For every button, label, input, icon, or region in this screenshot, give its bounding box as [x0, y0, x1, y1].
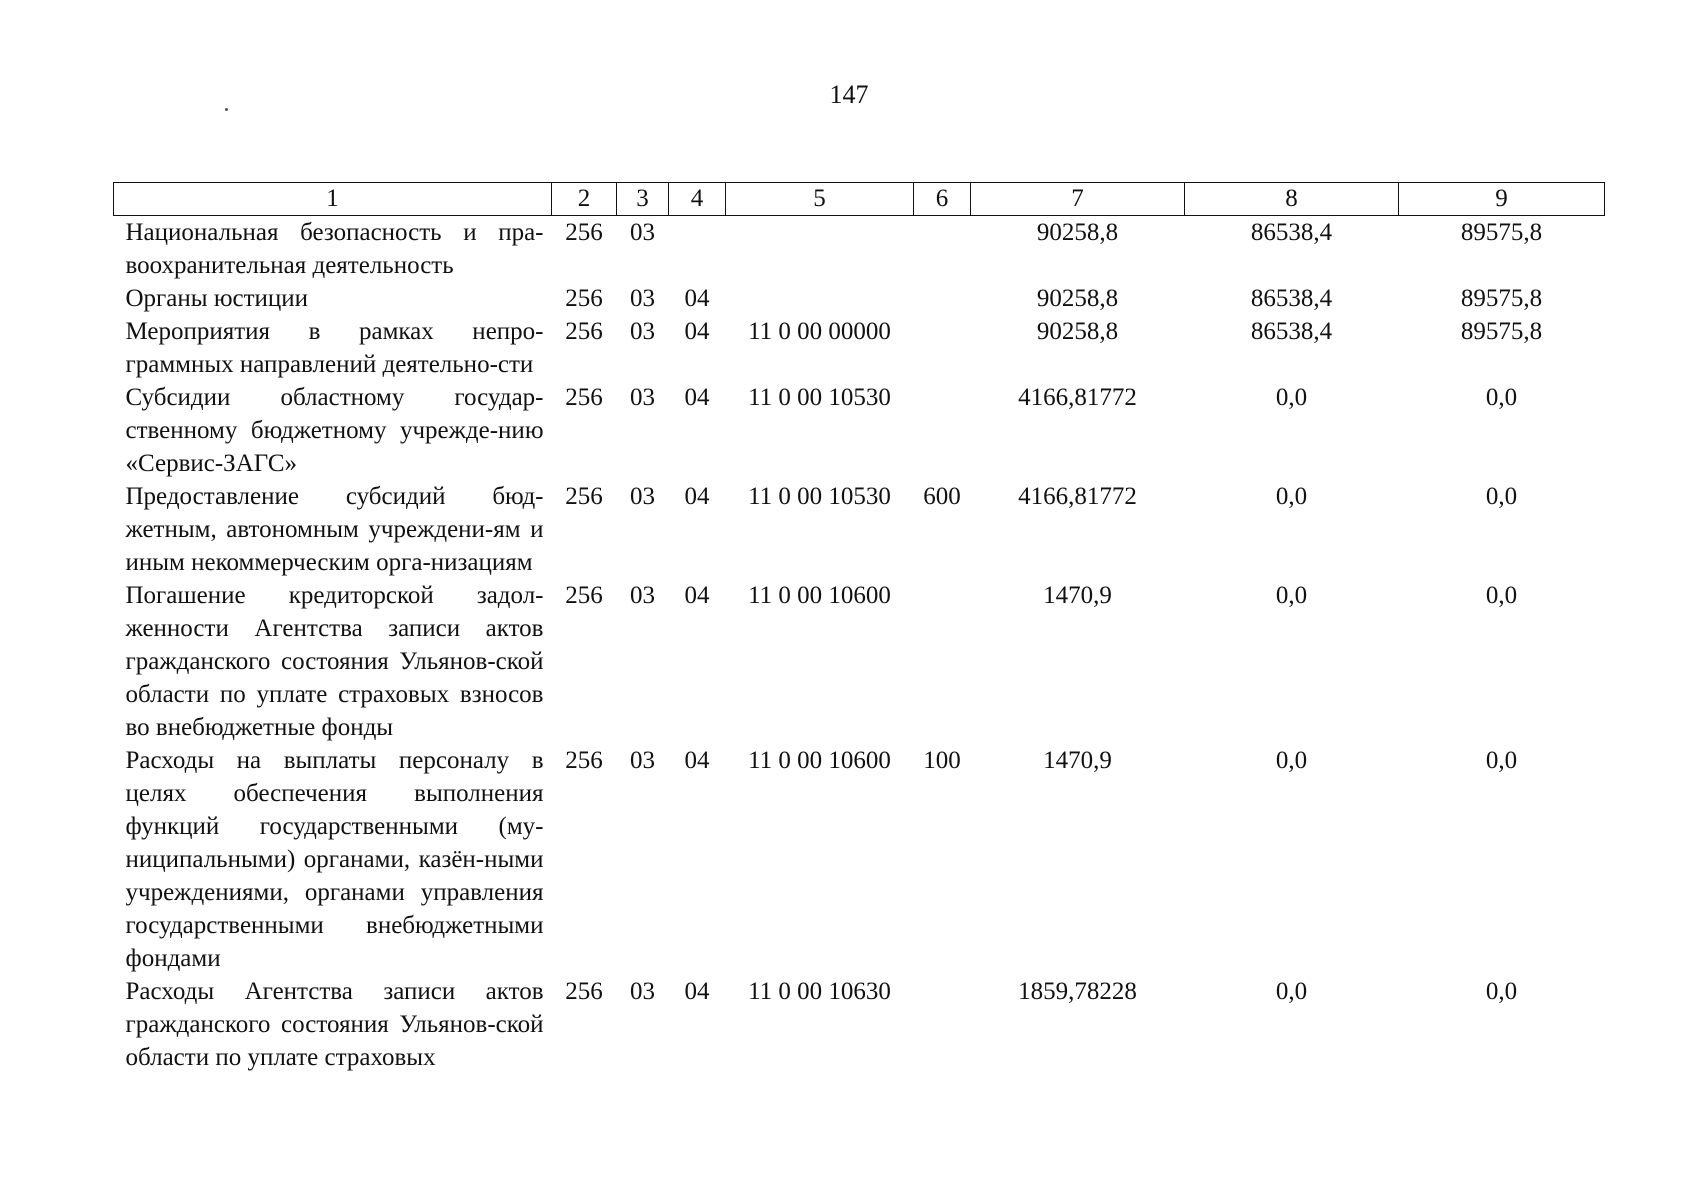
- row-description: Расходы Агентства записи актов гражданского состояния Ульянов-ской области по уплате страховых: [125, 978, 544, 1071]
- cell-col-8: 0,0: [1275, 483, 1308, 510]
- table-row: [114, 381, 1605, 480]
- column-header: 4: [669, 183, 726, 216]
- table-header-row: [114, 183, 1605, 216]
- cell-col-9: 0,0: [1485, 582, 1518, 609]
- column-header: 1: [114, 183, 552, 216]
- cell-col-7: 90258,8: [1036, 285, 1119, 312]
- cell-col-4: [669, 216, 726, 283]
- cell-col-7: 90258,8: [1036, 219, 1119, 246]
- cell-col-4: 04: [684, 384, 710, 411]
- column-header: 9: [1399, 183, 1605, 216]
- row-description: Предоставление субсидий бюд-жетным, автономным учреждени-ям и иным некоммерческим орга-низациям: [125, 483, 544, 576]
- cell-col-5: [726, 216, 914, 283]
- cell-col-2: 256: [565, 219, 603, 246]
- cell-col-6: [914, 975, 971, 1074]
- cell-col-6: 600: [923, 483, 961, 510]
- cell-col-9: 0,0: [1485, 384, 1518, 411]
- cell-col-9: 89575,8: [1460, 219, 1543, 246]
- cell-col-2: 256: [565, 978, 603, 1005]
- cell-col-8: 0,0: [1275, 582, 1308, 609]
- cell-col-3: 03: [630, 483, 655, 510]
- row-description: Субсидии областному государ-ственному бюджетному учрежде-нию «Сервис-ЗАГС»: [125, 384, 544, 477]
- table-row: [114, 744, 1605, 975]
- cell-col-8: 0,0: [1275, 747, 1308, 774]
- cell-col-4: 04: [684, 747, 710, 774]
- cell-col-6: 100: [923, 747, 961, 774]
- scan-speck: [225, 108, 228, 111]
- cell-col-4: 04: [684, 978, 710, 1005]
- cell-col-9: 0,0: [1485, 747, 1518, 774]
- table-row: [114, 282, 1605, 315]
- column-header: 5: [726, 183, 914, 216]
- cell-col-7: 4166,81772: [1018, 483, 1137, 510]
- column-header: 6: [914, 183, 971, 216]
- page-number: 147: [829, 80, 869, 109]
- cell-col-4: 04: [684, 285, 710, 312]
- row-description: Погашение кредиторской задол-женности Агентства записи актов гражданского состояния Ульянов-ской области по уплате страховых взносов во внебюджетные фонды: [125, 582, 544, 741]
- cell-col-7: 4166,81772: [1018, 384, 1137, 411]
- cell-col-7: 1470,9: [1043, 582, 1112, 609]
- table-row: [114, 216, 1605, 283]
- cell-col-2: 256: [565, 582, 603, 609]
- cell-col-3: 03: [630, 318, 655, 345]
- table-row: [114, 579, 1605, 744]
- cell-col-6: [914, 216, 971, 283]
- cell-col-6: [914, 579, 971, 744]
- cell-col-2: 256: [565, 384, 603, 411]
- row-description: Органы юстиции: [125, 285, 309, 312]
- cell-col-6: [914, 381, 971, 480]
- cell-col-2: 256: [565, 285, 603, 312]
- cell-col-3: 03: [630, 747, 655, 774]
- cell-col-6: [914, 282, 971, 315]
- cell-col-7: 90258,8: [1036, 318, 1119, 345]
- table-body: [114, 216, 1605, 1075]
- cell-col-3: 03: [630, 384, 655, 411]
- column-header: 2: [552, 183, 617, 216]
- cell-col-7: 1859,78228: [1018, 978, 1137, 1005]
- cell-col-5: 11 0 00 10530: [748, 384, 891, 411]
- cell-col-8: 0,0: [1275, 384, 1308, 411]
- cell-col-3: 03: [630, 285, 655, 312]
- cell-col-8: 0,0: [1275, 978, 1308, 1005]
- cell-col-5: 11 0 00 00000: [748, 318, 891, 345]
- cell-col-2: 256: [565, 483, 603, 510]
- table-row: [114, 315, 1605, 381]
- row-description: Расходы на выплаты персоналу в целях обеспечения выполнения функций государственными (му-ниципальными) органами, казён-ными учреждениями, органами управления государственными внебюджетными фондами: [125, 747, 544, 972]
- cell-col-9: 0,0: [1485, 978, 1518, 1005]
- cell-col-4: 04: [684, 483, 710, 510]
- cell-col-4: 04: [684, 582, 710, 609]
- table-row: [114, 480, 1605, 579]
- cell-col-8: 86538,4: [1250, 318, 1333, 345]
- cell-col-7: 1470,9: [1043, 747, 1112, 774]
- cell-col-5: 11 0 00 10530: [748, 483, 891, 510]
- cell-col-6: [914, 315, 971, 381]
- cell-col-5: 11 0 00 10630: [748, 978, 891, 1005]
- row-description: Национальная безопасность и пра-воохранительная деятельность: [125, 219, 544, 279]
- cell-col-9: 89575,8: [1460, 318, 1543, 345]
- column-header: 7: [971, 183, 1185, 216]
- column-header: 8: [1185, 183, 1399, 216]
- cell-col-2: 256: [565, 747, 603, 774]
- cell-col-8: 86538,4: [1250, 285, 1333, 312]
- table-row: [114, 975, 1605, 1074]
- cell-col-5: [726, 282, 914, 315]
- cell-col-8: 86538,4: [1250, 219, 1333, 246]
- cell-col-9: 0,0: [1485, 483, 1518, 510]
- cell-col-9: 89575,8: [1460, 285, 1543, 312]
- cell-col-2: 256: [565, 318, 603, 345]
- cell-col-3: 03: [630, 978, 655, 1005]
- column-header: 3: [617, 183, 669, 216]
- cell-col-3: 03: [630, 219, 655, 246]
- cell-col-5: 11 0 00 10600: [748, 747, 891, 774]
- row-description: Мероприятия в рамках непро-граммных направлений деятельно-сти: [125, 318, 544, 378]
- cell-col-5: 11 0 00 10600: [748, 582, 891, 609]
- cell-col-4: 04: [684, 318, 710, 345]
- budget-table: [113, 182, 1605, 1074]
- cell-col-3: 03: [630, 582, 655, 609]
